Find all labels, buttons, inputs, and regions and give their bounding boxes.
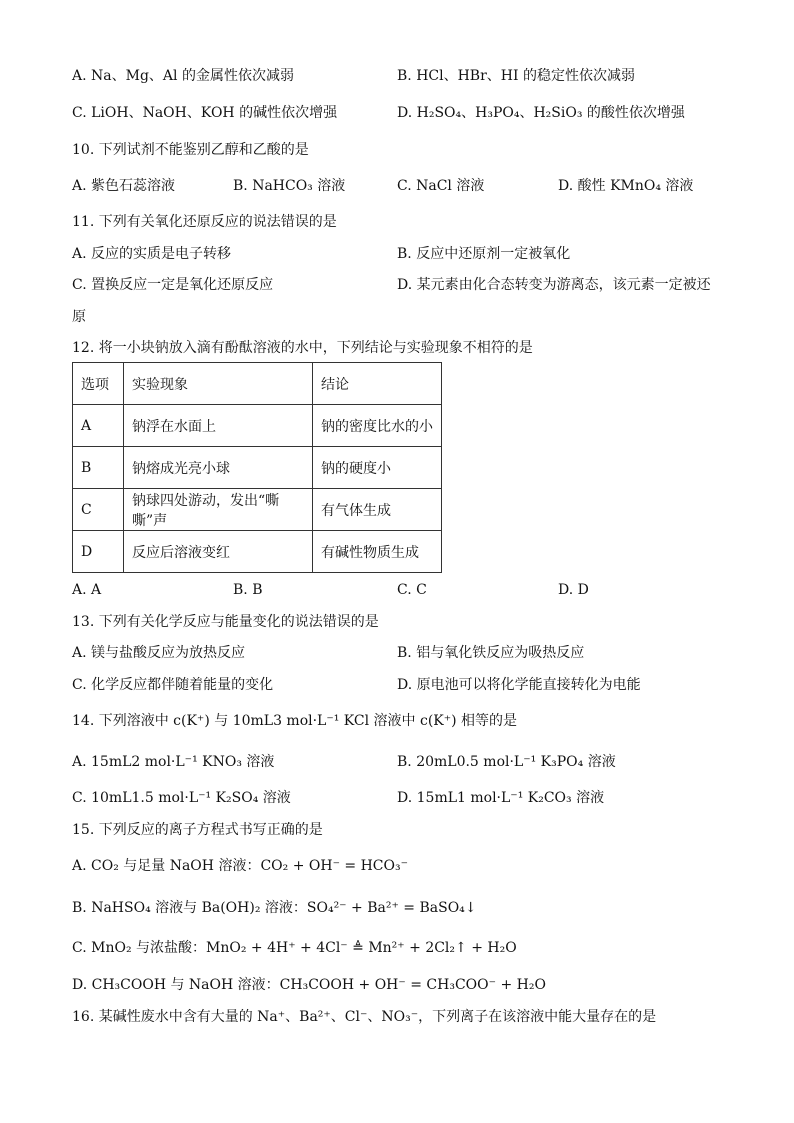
- q10-option-c: C. NaCl 溶液: [397, 178, 485, 194]
- q9-option-d: D. H₂SO₄、H₃PO₄、H₂SiO₃ 的酸性依次增强: [397, 105, 685, 121]
- q14-option-d: D. 15mL1 mol·L⁻¹ K₂CO₃ 溶液: [397, 790, 605, 806]
- q11-stem: 11. 下列有关氧化还原反应的说法错误的是: [72, 214, 337, 230]
- q13-option-a: A. 镁与盐酸反应为放热反应: [72, 645, 246, 661]
- table-cell: 钠的硬度小: [313, 447, 442, 489]
- q15-option-b: B. NaHSO₄ 溶液与 Ba(OH)₂ 溶液：SO₄²⁻ + Ba²⁺ = BaSO₄↓: [72, 900, 477, 916]
- table-cell: 钠浮在水面上: [124, 405, 313, 447]
- q12-experiment-table: [72, 362, 442, 573]
- q12-option-d: D. D: [558, 582, 589, 598]
- q15-option-d: D. CH₃COOH 与 NaOH 溶液：CH₃COOH + OH⁻ = CH₃COO⁻ + H₂O: [72, 977, 546, 993]
- table-cell: 有碱性物质生成: [313, 531, 442, 573]
- q11-option-c: C. 置换反应一定是氧化还原反应: [72, 277, 274, 293]
- q10-stem: 10. 下列试剂不能鉴别乙醇和乙酸的是: [72, 142, 309, 158]
- table-cell: C: [73, 489, 124, 531]
- table-header-cell: 结论: [313, 363, 442, 405]
- table-cell: B: [73, 447, 124, 489]
- q11-option-a: A. 反应的实质是电子转移: [72, 246, 232, 262]
- table-row: [73, 447, 442, 489]
- table-header-row: [73, 363, 442, 405]
- table-row: [73, 489, 442, 531]
- q9-option-b: B. HCl、HBr、HI 的稳定性依次减弱: [397, 68, 635, 84]
- q11-option-d-continued: 原: [72, 309, 86, 325]
- table-cell: A: [73, 405, 124, 447]
- table-cell: 有气体生成: [313, 489, 442, 531]
- table-cell: 钠球四处游动，发出“嘶嘶”声: [124, 489, 313, 531]
- q13-option-d: D. 原电池可以将化学能直接转化为电能: [397, 677, 641, 693]
- q12-option-c: C. C: [397, 582, 427, 598]
- q13-option-b: B. 铝与氧化铁反应为吸热反应: [397, 645, 585, 661]
- table-cell: D: [73, 531, 124, 573]
- q11-option-d: D. 某元素由化合态转变为游离态，该元素一定被还: [397, 277, 711, 293]
- q12-option-a: A. A: [72, 582, 102, 598]
- table-header-cell: 选项: [73, 363, 124, 405]
- q15-option-a: A. CO₂ 与足量 NaOH 溶液：CO₂ + OH⁻ = HCO₃⁻: [72, 858, 408, 874]
- q13-option-c: C. 化学反应都伴随着能量的变化: [72, 677, 274, 693]
- table-cell: 钠熔成光亮小球: [124, 447, 313, 489]
- table-cell: 钠的密度比水的小: [313, 405, 442, 447]
- q14-option-c: C. 10mL1.5 mol·L⁻¹ K₂SO₄ 溶液: [72, 790, 291, 806]
- q12-stem: 12. 将一小块钠放入滴有酚酞溶液的水中，下列结论与实验现象不相符的是: [72, 340, 533, 356]
- q14-option-b: B. 20mL0.5 mol·L⁻¹ K₃PO₄ 溶液: [397, 754, 616, 770]
- q9-option-a: A. Na、Mg、Al 的金属性依次减弱: [72, 68, 294, 84]
- q12-option-b: B. B: [233, 582, 263, 598]
- q11-option-b: B. 反应中还原剂一定被氧化: [397, 246, 571, 262]
- q9-option-c: C. LiOH、NaOH、KOH 的碱性依次增强: [72, 105, 338, 121]
- q10-option-d: D. 酸性 KMnO₄ 溶液: [558, 178, 694, 194]
- q10-option-b: B. NaHCO₃ 溶液: [233, 178, 346, 194]
- q15-option-c: C. MnO₂ 与浓盐酸：MnO₂ + 4H⁺ + 4Cl⁻ ≜ Mn²⁺ + 2Cl₂↑ + H₂O: [72, 940, 517, 956]
- q10-option-a: A. 紫色石蕊溶液: [72, 178, 176, 194]
- q14-option-a: A. 15mL2 mol·L⁻¹ KNO₃ 溶液: [72, 754, 275, 770]
- q13-stem: 13. 下列有关化学反应与能量变化的说法错误的是: [72, 614, 379, 630]
- table-row: [73, 531, 442, 573]
- q15-stem: 15. 下列反应的离子方程式书写正确的是: [72, 822, 323, 838]
- table-row: [73, 405, 442, 447]
- q14-stem: 14. 下列溶液中 c(K⁺) 与 10mL3 mol·L⁻¹ KCl 溶液中 c(K⁺) 相等的是: [72, 713, 518, 729]
- table-header-cell: 实验现象: [124, 363, 313, 405]
- table-cell: 反应后溶液变红: [124, 531, 313, 573]
- q16-stem: 16. 某碱性废水中含有大量的 Na⁺、Ba²⁺、Cl⁻、NO₃⁻，下列离子在该溶液中能大量存在的是: [72, 1009, 657, 1025]
